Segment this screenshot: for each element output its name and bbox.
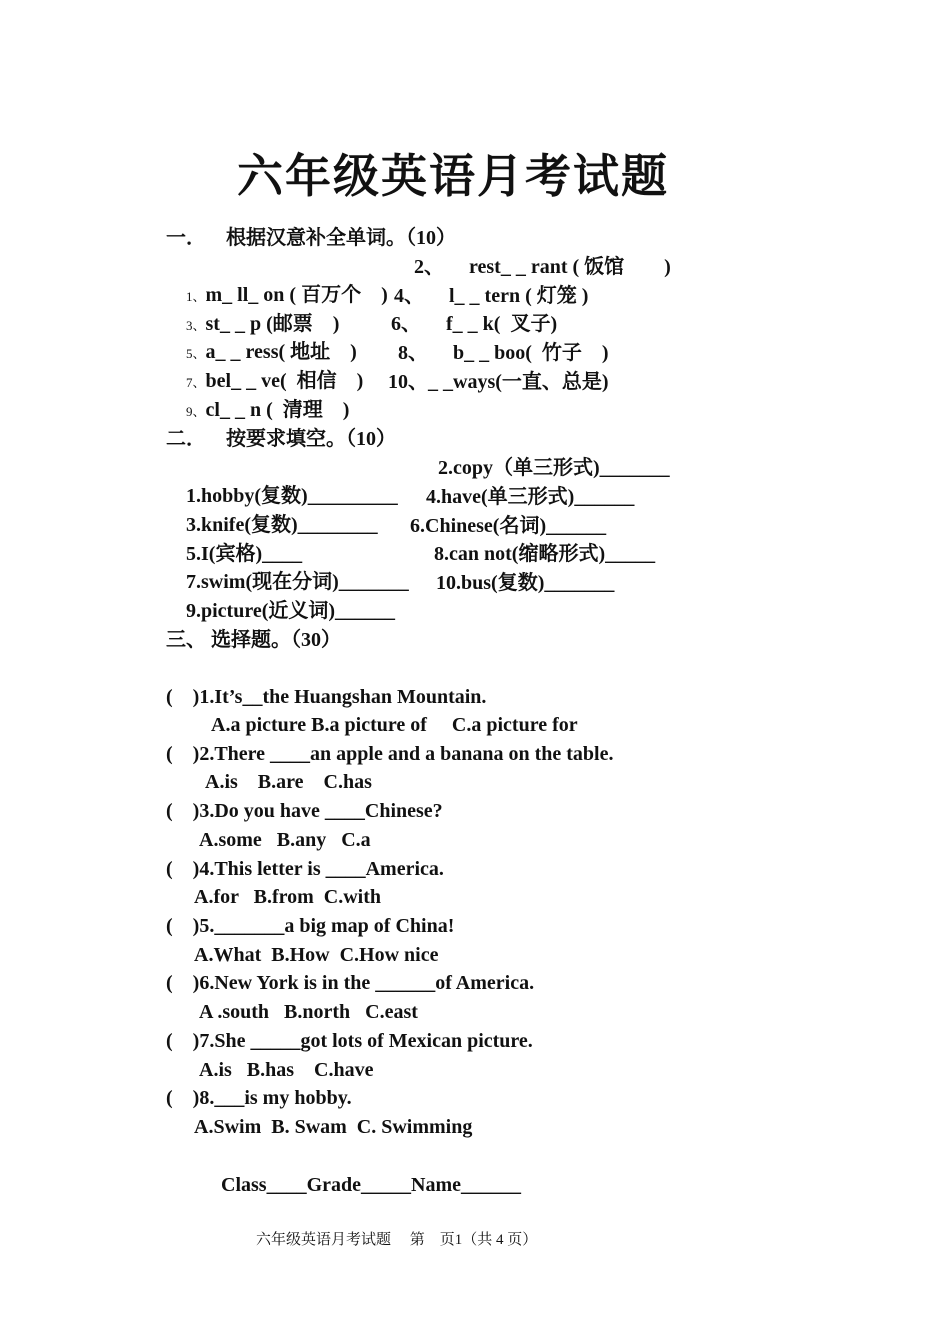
item-number: 9、 [186,404,206,419]
item-a: cl_ _ n ( 清理 ) [205,399,350,421]
item-a: 1.hobby(复数)_________ [186,485,398,507]
item-a: m_ ll_ on ( 百万个 ) [205,284,388,306]
class-grade-name-line: Class____Grade_____Name______ [221,1174,521,1196]
item-b: 10、_ _ways(一直、总是) [388,371,609,393]
question-options: A .south B.north C.east [199,1001,418,1023]
question-options: A.is B.has C.have [199,1059,374,1081]
item-a: st_ _ p (邮票 ) [205,313,340,335]
question-options: A.is B.are C.has [205,771,372,793]
section3-heading: 三、 选择题。（30） [166,629,341,651]
section2-heading: 二． 按要求填空。（10） [166,428,396,450]
item-b: 8.can not(缩略形式)_____ [434,543,656,565]
question-options: A.a picture B.a picture of C.a picture for [211,714,578,736]
page-footer: 六年级英语月考试题 第 页1（共 4 页） [256,1232,538,1248]
item-b: 6、 f_ _ k( 叉子) [391,313,558,335]
item-b: 6.Chinese(名词)______ [410,515,607,537]
item-number: 7、 [186,375,206,390]
item-a: bel_ _ ve( 相信 ) [205,370,364,392]
question: ( )6.New York is in the ______of America. [166,972,535,994]
item-a: 9.picture(近义词)______ [186,600,396,622]
question: ( )7.She _____got lots of Mexican picture. [166,1030,533,1052]
question: ( )3.Do you have ____Chinese? [166,800,443,822]
question-options: A.What B.How C.How nice [194,944,439,966]
item-b: 8、 b_ _ boo( 竹子 ) [398,342,609,364]
question: ( )1.It’s__the Huangshan Mountain. [166,686,487,708]
item-b: 10.bus(复数)_______ [436,572,615,594]
item-a: a_ _ ress( 地址 ) [205,341,357,363]
item-b: 2.copy（单三形式)_______ [438,457,670,479]
question: ( )4.This letter is ____America. [166,858,444,880]
question: ( )5._______a big map of China! [166,915,455,937]
item-a: 5.I(宾格)____ [186,543,303,565]
item-number: 5、 [186,346,206,361]
section2-row [166,569,615,681]
question: ( )8.___is my hobby. [166,1087,352,1109]
page-title: 六年级英语月考试题 [237,149,669,203]
question-options: A.some B.any C.a [199,829,371,851]
item-b: 4.have(单三形式)______ [426,486,635,508]
question: ( )2.There ____an apple and a banana on the table. [166,743,614,765]
item-a: 3.knife(复数)________ [186,514,378,536]
section1-heading: 一． 根据汉意补全单词。（10） [166,227,456,249]
item-number: 3、 [186,318,206,333]
item-b: 4、 l_ _ tern ( 灯笼 ) [394,285,589,307]
question-options: A.for B.from C.with [194,886,382,908]
item-a: 7.swim(现在分词)_______ [186,571,409,593]
item-b: 2、 rest_ _ rant ( 饭馆 ) [414,256,671,278]
item-number: 1、 [186,289,206,304]
question-options: A.Swim B. Swam C. Swimming [194,1116,473,1138]
